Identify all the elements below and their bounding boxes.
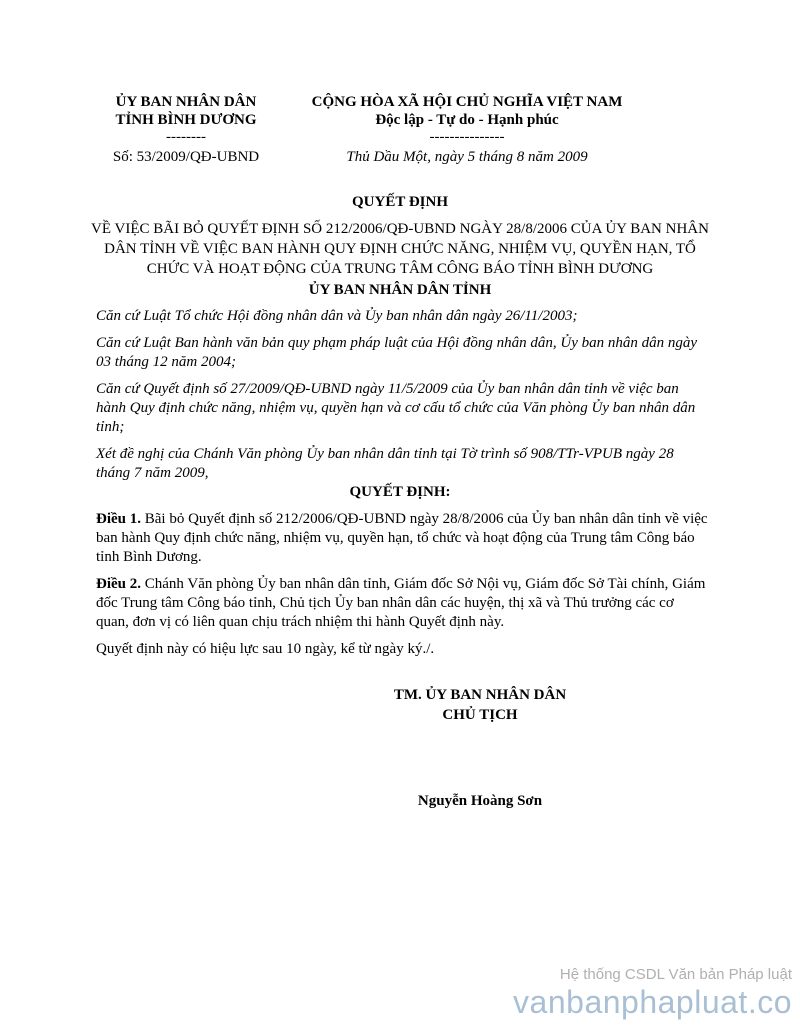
issuing-authority-block: [96, 93, 276, 166]
article-1: [96, 510, 708, 567]
country-name: CỘNG HÒA XÃ HỘI CHỦ NGHĨA VIỆT NAM: [311, 94, 623, 110]
effect-clause: Quyết định này có hiệu lực sau 10 ngày, kể từ ngày ký./.: [96, 641, 435, 657]
preamble-item: Căn cứ Quyết định số 27/2009/QĐ-UBND ngày 11/5/2009 của Ủy ban nhân dân tỉnh về việc ban hành Quy định chức năng, nhiệm vụ, quyền hạn và cơ cấu tổ chức của Văn phòng Ủy ban nhân dân tỉnh;: [96, 381, 696, 435]
watermark-site: vanbanphapluat.co: [513, 984, 792, 1020]
preamble: [96, 307, 708, 491]
issuer-heading: ỦY BAN NHÂN DÂN TỈNH: [308, 282, 492, 298]
signature-position: CHỦ TỊCH: [442, 707, 518, 723]
authority-line-2: TỈNH BÌNH DƯƠNG: [115, 112, 257, 128]
signer-name: Nguyễn Hoàng Sơn: [417, 793, 543, 809]
document-subject: VỀ VIỆC BÃI BỎ QUYẾT ĐỊNH SỐ 212/2006/QĐ-UBND NGÀY 28/8/2006 CỦA ỦY BAN NHÂN DÂN TỈNH VỀ VIỆC BAN HÀNH QUY ĐỊNH CHỨC NĂNG, NHIỆM VỤ, QUYỀN HẠN, TỔ CHỨC VÀ HOẠT ĐỘNG CỦA TRUNG TÂM CÔNG BÁO TỈNH BÌNH DƯƠNG: [91, 221, 709, 277]
watermark-caption: Hệ thống CSDL Văn bản Pháp luật: [559, 966, 792, 983]
preamble-item: Căn cứ Luật Tổ chức Hội đồng nhân dân và Ủy ban nhân dân ngày 26/11/2003;: [96, 308, 578, 324]
authority-divider: --------: [166, 129, 206, 145]
decision-heading: QUYẾT ĐỊNH:: [349, 484, 451, 500]
document-title: QUYẾT ĐỊNH: [352, 194, 448, 210]
preamble-item: Xét đề nghị của Chánh Văn phòng Ủy ban nhân dân tỉnh tại Tờ trình số 908/TTr-VPUB ngày 28 tháng 7 năm 2009,: [96, 446, 674, 481]
place-and-date: Thủ Dầu Một, ngày 5 tháng 8 năm 2009: [346, 149, 588, 165]
signature-block: [330, 685, 630, 725]
article-2-text: Chánh Văn phòng Ủy ban nhân dân tỉnh, Giám đốc Sở Nội vụ, Giám đốc Sở Tài chính, Giám đốc Trung tâm Công báo tỉnh, Chủ tịch Ủy ban nhân dân các huyện, thị xã và Thủ trưởng các cơ quan, đơn vị có liên quan chịu trách nhiệm thi hành Quyết định này.: [96, 576, 706, 630]
articles: [96, 510, 708, 667]
national-motto-block: [292, 93, 642, 166]
motto-divider: ---------------: [429, 129, 505, 145]
signature-title: TM. ỦY BAN NHÂN DÂN: [393, 687, 567, 703]
article-1-text: Bãi bỏ Quyết định số 212/2006/QĐ-UBND ngày 28/8/2006 của Ủy ban nhân dân tỉnh về việc ban hành Quy định chức năng, nhiệm vụ, quyền hạn, tổ chức và hoạt động của Trung tâm Công báo tỉnh Bình Dương.: [96, 511, 708, 565]
document-number: Số: 53/2009/QĐ-UBND: [112, 149, 260, 165]
authority-line-1: ỦY BAN NHÂN DÂN: [115, 94, 257, 110]
national-motto: Độc lập - Tự do - Hạnh phúc: [375, 112, 559, 128]
preamble-item: Căn cứ Luật Ban hành văn bản quy phạm pháp luật của Hội đồng nhân dân, Ủy ban nhân dân ngày 03 tháng 12 năm 2004;: [96, 335, 698, 370]
article-2-label: Điều 2.: [96, 576, 141, 592]
article-2: [96, 575, 708, 632]
article-1-label: Điều 1.: [96, 511, 141, 527]
